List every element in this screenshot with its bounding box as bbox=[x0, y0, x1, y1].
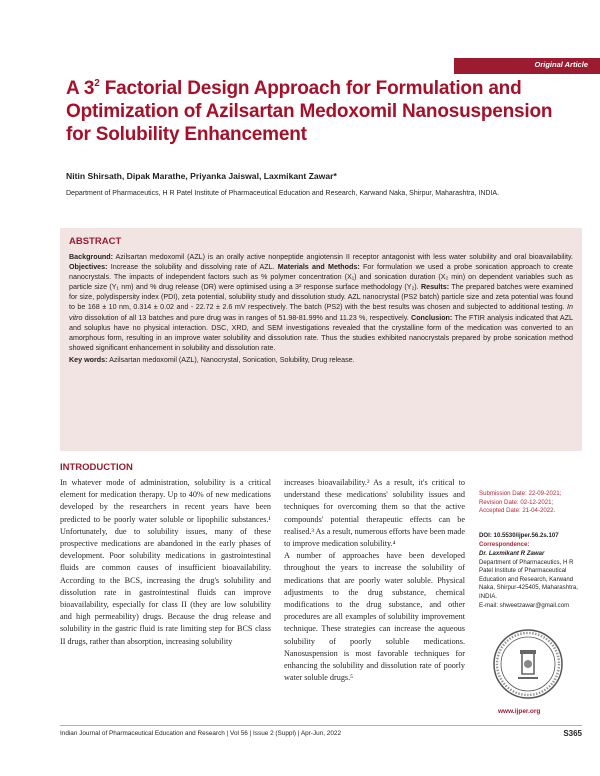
author-list: Nitin Shirsath, Dipak Marathe, Priyanka Jaiswal, Laxmikant Zawar* bbox=[66, 171, 337, 181]
body-column-left bbox=[60, 477, 271, 648]
correspondence-block bbox=[479, 550, 579, 610]
accepted-date: Accepted Date: 21-04-2022. bbox=[479, 507, 556, 515]
correspondent-email[interactable]: E-mail: shweetzawar@gmail.com bbox=[479, 601, 570, 609]
journal-footer: Indian Journal of Pharmaceutical Education and Research | Vol 56 | Issue 2 (Suppl) | Apr-Jun, 2022 bbox=[60, 730, 342, 737]
affiliation: Department of Pharmaceutics, H R Patel Institute of Pharmaceutical Education and Research, Karwand Naka, Shirpur, Maharashtra, INDIA. bbox=[66, 190, 500, 197]
paragraph: A number of approaches have been developed throughout the years to increase the solubility of medications that are poorly water soluble. Physical adjustments to the drug substance, chemical modifications to the drug substance, and other procedures are all examples of solubility improvement technique. These strategies can increase the aqueous solubility of poorly soluble medications. Nanosuspension is most favorable techniques for enhancing the solubility and dissolution rate of poorly water soluble drugs.⁵ bbox=[284, 551, 465, 683]
doi[interactable]: DOI: 10.5530/ijper.56.2s.107 bbox=[479, 532, 559, 539]
footer-divider bbox=[60, 725, 582, 726]
paragraph: increases bioavailability.² As a result, it's critical to understand these medications' solubility issues and techniques for overcoming them so that the active compounds' potential therapeutic effects can be realised.³ As a result, numerous efforts have been made to improve medication solubility.⁴ bbox=[284, 478, 466, 549]
correspondent-address: Department of Pharmaceutics, H R Patel Institute of Pharmaceutical Education and Research, Karwand Naka, Shirpur-425405, Maharashtra, INDIA. bbox=[479, 558, 578, 600]
keywords: Key words: Azilsartan medoxomil (AZL), Nanocrystal, Sonication, Solubility, Drug release. bbox=[69, 355, 355, 364]
page-number: S365 bbox=[563, 729, 582, 738]
revision-date: Revision Date: 02-12-2021; bbox=[479, 498, 554, 506]
abstract-text: Background: Azilsartan medoxomil (AZL) is an orally active nonpeptide angiotensin II receptor antagonist with less water solubility and oral bioavailability. Objectives: Increase the solubility and dissolving rate of AZL. Materials and Methods: For formulation we used a probe sonication approach to create nanocrystals. The impacts of independent factors such as % polymer concentration (X₁) and sonication duration (X₂ min) on dependent variables such as particle size (Y₁ nm) and % drug release (DR) were optimised using a 3² response surface methodology (Y₂). Results: The prepared batches were examined for size, polydispersity index (PDI), zeta potential, solubility study and dissolution study. AZL nanocrystal (PS2 batch) particle size and zeta potential was found to be 168 ± 10 nm, 0.314 ± 0.02 and - 22.72 ± 2.6 mV respectively. The batch (PS2) with the best results was chosen and subjected to additional testing. In vitro dissolution of all 13 batches and pure drug was in ranges of 51.98-81.99% and 11.23 %, respectively. Conclusion: The FTIR analysis indicated that AZL and soluplus have no physical interaction. DSC, XRD, and SEM investigations revealed that the crystalline form of the medication was converted to an amorphous form, resulting in an improve water solubility and dissolution rate. Thus the studies exhibited nanocrystals prepared by probe sonication method showed significant enhancement in solubility and dissolution rate. bbox=[69, 253, 574, 352]
article-type-tag bbox=[454, 58, 600, 74]
article-title: A $3^2$ Factorial Design Approach for Formulation and Optimization of Azilsartan Medoxomil Nanosuspension for Solubility Enhancement bbox=[66, 78, 553, 145]
paragraph: In whatever mode of administration, solubility is a critical element for medication therapy. Up to 40% of new medications developed by the researchers in recent years have been predicted to be poorly water soluble or lipophilic substances.¹ Unfortunately, due to solubility issues, many of these prospective medications are abandoned in the early phases of development. Poor solubility medications in gastrointestinal fluids are common causes of insufficient bioavailability. According to the BCS, increasing the drug's solubility and dissolution rate in gastrointestinal fluids can improve bioavailability, especially for class II (they are low solubility and high permeability) drugs. Because the drug release and solubility in the gastric fluid is rate limiting step for BCS class II drugs, rather than absorption, increasing solubility bbox=[60, 478, 271, 646]
submission-date: Submission Date: 22-09-2021; bbox=[479, 490, 562, 497]
introduction-heading: INTRODUCTION bbox=[60, 462, 133, 473]
journal-url[interactable]: www.ijper.org bbox=[498, 708, 541, 715]
abstract-heading: ABSTRACT bbox=[69, 236, 122, 247]
correspondent-name: Dr. Laxmikant R Zawar bbox=[479, 550, 545, 557]
body-column-right bbox=[284, 477, 465, 684]
journal-seal-icon bbox=[492, 628, 564, 700]
correspondence-heading: Correspondence: bbox=[479, 541, 530, 548]
article-dates bbox=[479, 490, 579, 516]
abstract-box bbox=[60, 228, 582, 451]
article-type-label: Original Article bbox=[534, 60, 588, 69]
